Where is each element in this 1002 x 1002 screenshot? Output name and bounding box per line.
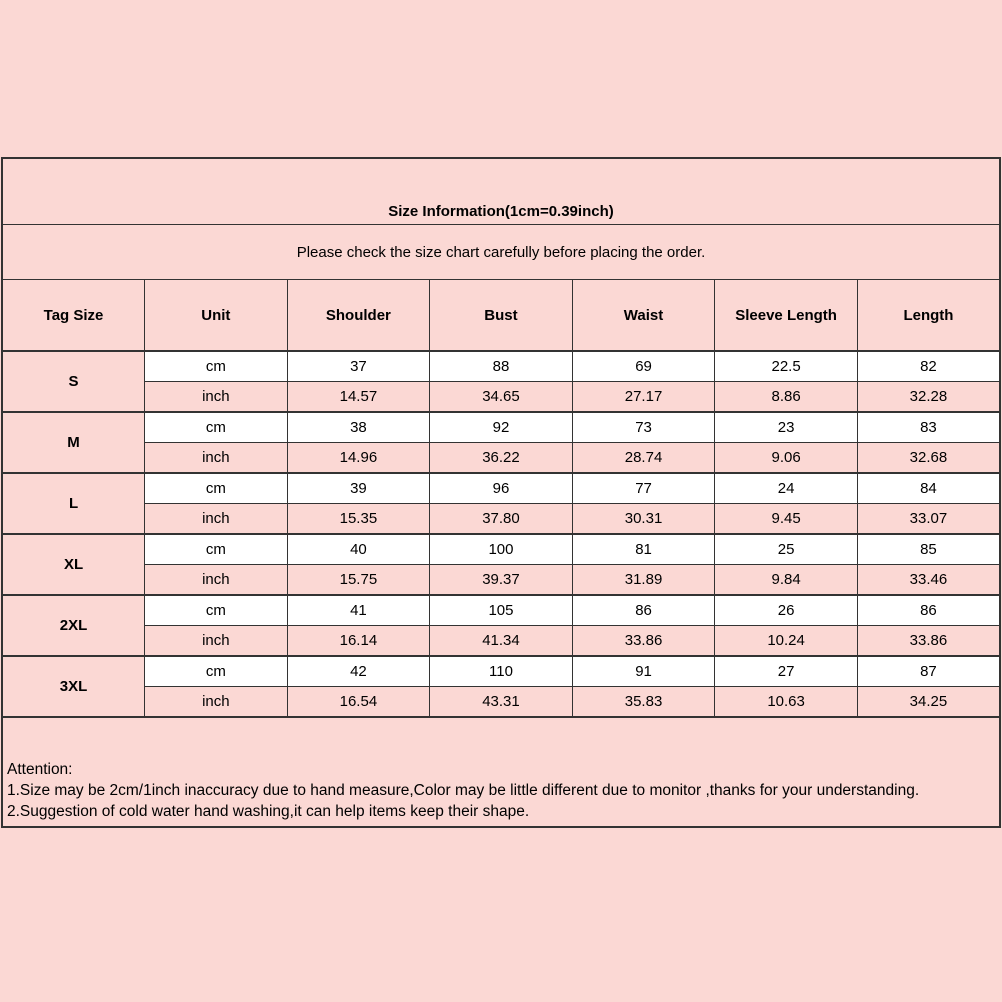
value-cell: 24 [715, 473, 858, 504]
chart-subtitle: Please check the size chart carefully before placing the order. [2, 225, 1000, 280]
size-row-xl-cm [2, 534, 1000, 565]
value-cell: 9.84 [715, 565, 858, 596]
value-cell: 36.22 [430, 443, 573, 474]
value-cell: 15.35 [287, 504, 430, 535]
column-header-tag-size: Tag Size [2, 280, 145, 352]
value-cell: 27 [715, 656, 858, 687]
size-table-body [2, 351, 1000, 717]
value-cell: 33.07 [857, 504, 1000, 535]
value-cell: 85 [857, 534, 1000, 565]
value-cell: 92 [430, 412, 573, 443]
tag-size-cell-xl: XL [2, 534, 145, 595]
value-cell: 86 [572, 595, 715, 626]
value-cell: 9.45 [715, 504, 858, 535]
value-cell: 110 [430, 656, 573, 687]
title-row [2, 158, 1000, 225]
value-cell: 26 [715, 595, 858, 626]
unit-cell-cm: cm [145, 534, 288, 565]
unit-cell-inch: inch [145, 687, 288, 718]
value-cell: 25 [715, 534, 858, 565]
tag-size-cell-s: S [2, 351, 145, 412]
value-cell: 10.63 [715, 687, 858, 718]
size-row-m-cm [2, 412, 1000, 443]
value-cell: 38 [287, 412, 430, 443]
value-cell: 87 [857, 656, 1000, 687]
size-row-s-cm [2, 351, 1000, 382]
tag-size-cell-2xl: 2XL [2, 595, 145, 656]
size-row-3xl-inch [2, 687, 1000, 718]
value-cell: 42 [287, 656, 430, 687]
value-cell: 86 [857, 595, 1000, 626]
value-cell: 82 [857, 351, 1000, 382]
value-cell: 16.54 [287, 687, 430, 718]
column-header-unit: Unit [145, 280, 288, 352]
unit-cell-inch: inch [145, 443, 288, 474]
size-row-l-cm [2, 473, 1000, 504]
column-header-waist: Waist [572, 280, 715, 352]
size-row-2xl-inch [2, 626, 1000, 657]
value-cell: 84 [857, 473, 1000, 504]
unit-cell-cm: cm [145, 412, 288, 443]
value-cell: 16.14 [287, 626, 430, 657]
value-cell: 96 [430, 473, 573, 504]
tag-size-cell-l: L [2, 473, 145, 534]
value-cell: 40 [287, 534, 430, 565]
value-cell: 39 [287, 473, 430, 504]
value-cell: 100 [430, 534, 573, 565]
unit-cell-cm: cm [145, 351, 288, 382]
unit-cell-cm: cm [145, 473, 288, 504]
size-row-3xl-cm [2, 656, 1000, 687]
value-cell: 32.68 [857, 443, 1000, 474]
unit-cell-inch: inch [145, 504, 288, 535]
value-cell: 77 [572, 473, 715, 504]
value-cell: 35.83 [572, 687, 715, 718]
value-cell: 39.37 [430, 565, 573, 596]
chart-title: Size Information(1cm=0.39inch) [2, 158, 1000, 225]
column-header-row [2, 280, 1000, 352]
unit-cell-inch: inch [145, 626, 288, 657]
tag-size-cell-m: M [2, 412, 145, 473]
value-cell: 33.46 [857, 565, 1000, 596]
value-cell: 33.86 [857, 626, 1000, 657]
column-header-bust: Bust [430, 280, 573, 352]
attention-line: 2.Suggestion of cold water hand washing,it can help items keep their shape. [7, 803, 530, 820]
value-cell: 33.86 [572, 626, 715, 657]
column-header-shoulder: Shoulder [287, 280, 430, 352]
value-cell: 37 [287, 351, 430, 382]
tag-size-cell-3xl: 3XL [2, 656, 145, 717]
value-cell: 22.5 [715, 351, 858, 382]
value-cell: 30.31 [572, 504, 715, 535]
value-cell: 14.96 [287, 443, 430, 474]
attention-line: 1.Size may be 2cm/1inch inaccuracy due to hand measure,Color may be little different due to monitor ,thanks for your understanding. [7, 782, 920, 799]
value-cell: 41 [287, 595, 430, 626]
unit-cell-inch: inch [145, 565, 288, 596]
unit-cell-cm: cm [145, 595, 288, 626]
value-cell: 81 [572, 534, 715, 565]
value-cell: 15.75 [287, 565, 430, 596]
value-cell: 83 [857, 412, 1000, 443]
value-cell: 10.24 [715, 626, 858, 657]
size-row-l-inch [2, 504, 1000, 535]
value-cell: 41.34 [430, 626, 573, 657]
value-cell: 9.06 [715, 443, 858, 474]
value-cell: 69 [572, 351, 715, 382]
size-chart-table [1, 157, 1001, 828]
value-cell: 43.31 [430, 687, 573, 718]
size-row-xl-inch [2, 565, 1000, 596]
value-cell: 91 [572, 656, 715, 687]
value-cell: 14.57 [287, 382, 430, 413]
column-header-length: Length [857, 280, 1000, 352]
size-row-s-inch [2, 382, 1000, 413]
attention-note [2, 717, 1000, 827]
value-cell: 105 [430, 595, 573, 626]
unit-cell-inch: inch [145, 382, 288, 413]
value-cell: 27.17 [572, 382, 715, 413]
attention-heading: Attention: [7, 761, 73, 778]
subtitle-row [2, 225, 1000, 280]
value-cell: 37.80 [430, 504, 573, 535]
size-row-m-inch [2, 443, 1000, 474]
column-header-sleeve-length: Sleeve Length [715, 280, 858, 352]
value-cell: 31.89 [572, 565, 715, 596]
value-cell: 88 [430, 351, 573, 382]
value-cell: 34.25 [857, 687, 1000, 718]
value-cell: 32.28 [857, 382, 1000, 413]
size-row-2xl-cm [2, 595, 1000, 626]
value-cell: 73 [572, 412, 715, 443]
value-cell: 8.86 [715, 382, 858, 413]
unit-cell-cm: cm [145, 656, 288, 687]
value-cell: 34.65 [430, 382, 573, 413]
value-cell: 23 [715, 412, 858, 443]
value-cell: 28.74 [572, 443, 715, 474]
attention-row [2, 717, 1000, 827]
